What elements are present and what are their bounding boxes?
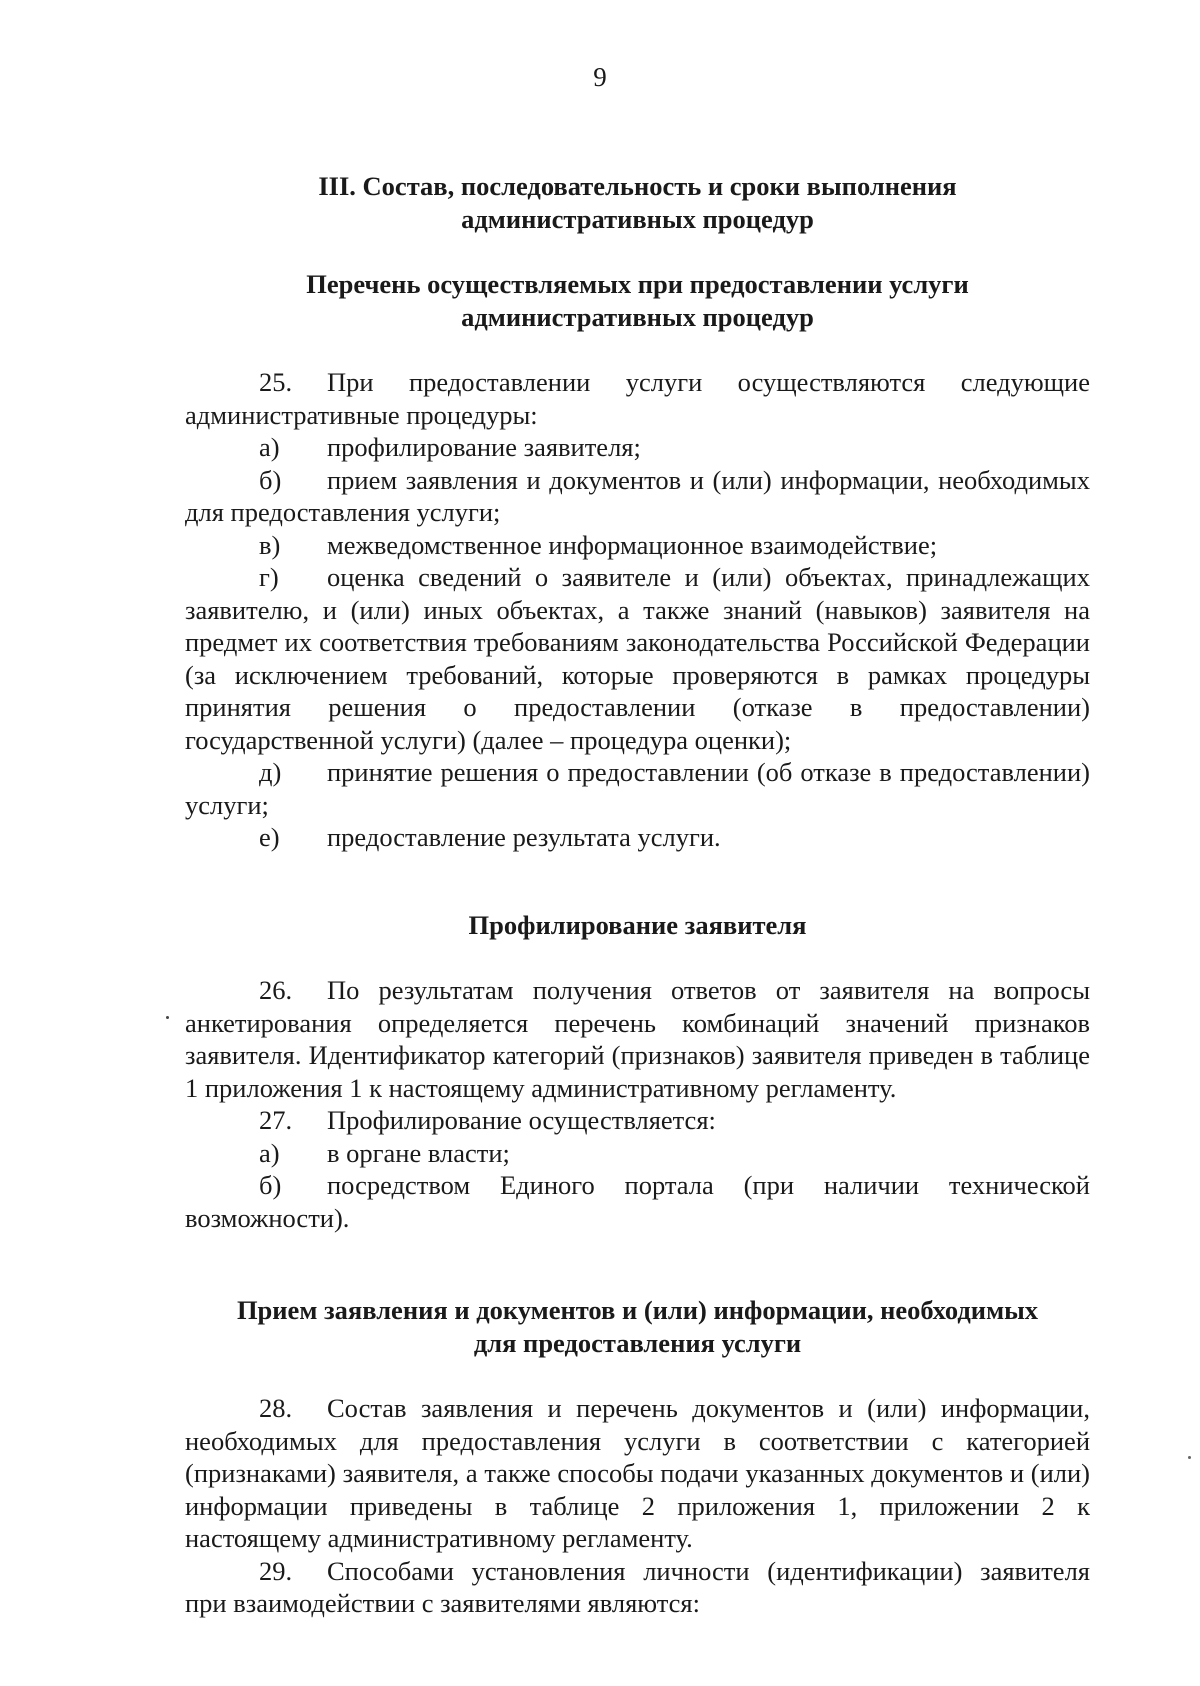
section-title-line-2: административных процедур bbox=[461, 203, 814, 234]
list-item-text: межведомственное информационное взаимодействие; bbox=[327, 529, 938, 560]
list-item bbox=[185, 464, 1090, 529]
list-item-text: прием заявления и документов и (или) информации, необходимых для предоставления услуги; bbox=[185, 464, 1090, 527]
list-marker: д) bbox=[259, 757, 282, 787]
paragraph-29 bbox=[185, 1555, 1090, 1620]
reception-title-line-2: для предоставления услуги bbox=[473, 1327, 802, 1358]
subsection-title-profiling: Профилирование заявителя bbox=[468, 909, 807, 940]
scan-speck bbox=[166, 1016, 169, 1019]
scan-speck bbox=[1188, 1456, 1191, 1459]
list-marker: е) bbox=[259, 822, 280, 852]
subsection-title-procedures bbox=[185, 268, 1090, 333]
paragraph-27 bbox=[185, 1104, 1090, 1137]
list-item bbox=[185, 756, 1090, 821]
subsection-title-reception bbox=[185, 1294, 1090, 1359]
section-title bbox=[185, 170, 1090, 235]
document-body bbox=[185, 170, 1090, 1620]
list-marker: а) bbox=[259, 1137, 280, 1168]
list-marker: в) bbox=[259, 529, 281, 560]
paragraph-number: 27. bbox=[259, 1105, 293, 1135]
subsection-title-line-2: административных процедур bbox=[461, 301, 814, 332]
paragraph-text: Состав заявления и перечень документов и (или) информации, необходимых для предоставления услуги в соответствии с категорией (признаками) заявителя, а также способы подачи указанных документов и (или) информации приведены в таблице 2 приложения 1, приложении 2 к настоящему административному регламенту. bbox=[185, 1393, 1090, 1553]
reception-title-line-1: Прием заявления и документов и (или) информации, необходимых bbox=[236, 1295, 1039, 1325]
list-item bbox=[185, 1169, 1090, 1234]
list-item bbox=[185, 1137, 1090, 1170]
list-item-text: предоставление результата услуги. bbox=[327, 822, 721, 852]
list-item bbox=[185, 529, 1090, 562]
paragraph-number: 26. bbox=[259, 975, 293, 1005]
list-item-text: принятие решения о предоставлении (об отказе в предоставлении) услуги; bbox=[185, 757, 1090, 820]
list-marker: а) bbox=[259, 432, 280, 462]
list-marker: б) bbox=[259, 464, 282, 495]
paragraph-text: При предоставлении услуги осуществляются следующие административные процедуры: bbox=[185, 367, 1090, 430]
paragraph-number: 28. bbox=[259, 1393, 293, 1423]
list-item bbox=[185, 561, 1090, 756]
list-item-text: в органе власти; bbox=[327, 1137, 510, 1168]
subsection-title-line-1: Перечень осуществляемых при предоставлении услуги bbox=[306, 269, 969, 299]
paragraph-text: Профилирование осуществляется: bbox=[327, 1105, 716, 1135]
paragraph-number: 25. bbox=[259, 367, 293, 397]
paragraph-26 bbox=[185, 974, 1090, 1104]
list-item-text: посредством Единого портала (при наличии технической возможности). bbox=[185, 1170, 1090, 1233]
paragraph-number: 29. bbox=[259, 1555, 293, 1586]
paragraph-28 bbox=[185, 1392, 1090, 1555]
section-title-line-1: III. Состав, последовательность и сроки выполнения bbox=[318, 171, 957, 201]
list-marker: б) bbox=[259, 1170, 282, 1200]
list-marker: г) bbox=[259, 562, 279, 592]
paragraph-text: Способами установления личности (идентификации) заявителя при взаимодействии с заявителями являются: bbox=[185, 1555, 1090, 1618]
list-item bbox=[185, 821, 1090, 854]
list-item bbox=[185, 431, 1090, 464]
list-item-text: оценка сведений о заявителе и (или) объектах, принадлежащих заявителю, и (или) иных объектах, а также знаний (навыков) заявителя на предмет их соответствия требованиям законодательства Российской Федерации (за исключением требований, которые проверяются в рамках процедуры принятия решения о предоставлении (отказе в предоставлении) государственной услуги) (далее – процедура оценки); bbox=[185, 562, 1090, 755]
paragraph-25 bbox=[185, 366, 1090, 431]
page-number: 9 bbox=[593, 62, 607, 92]
paragraph-text: По результатам получения ответов от заявителя на вопросы анкетирования определяется перечень комбинаций значений признаков заявителя. Идентификатор категорий (признаков) заявителя приведен в таблице 1 приложения 1 к настоящему административному регламенту. bbox=[185, 975, 1090, 1103]
list-item-text: профилирование заявителя; bbox=[327, 432, 641, 462]
